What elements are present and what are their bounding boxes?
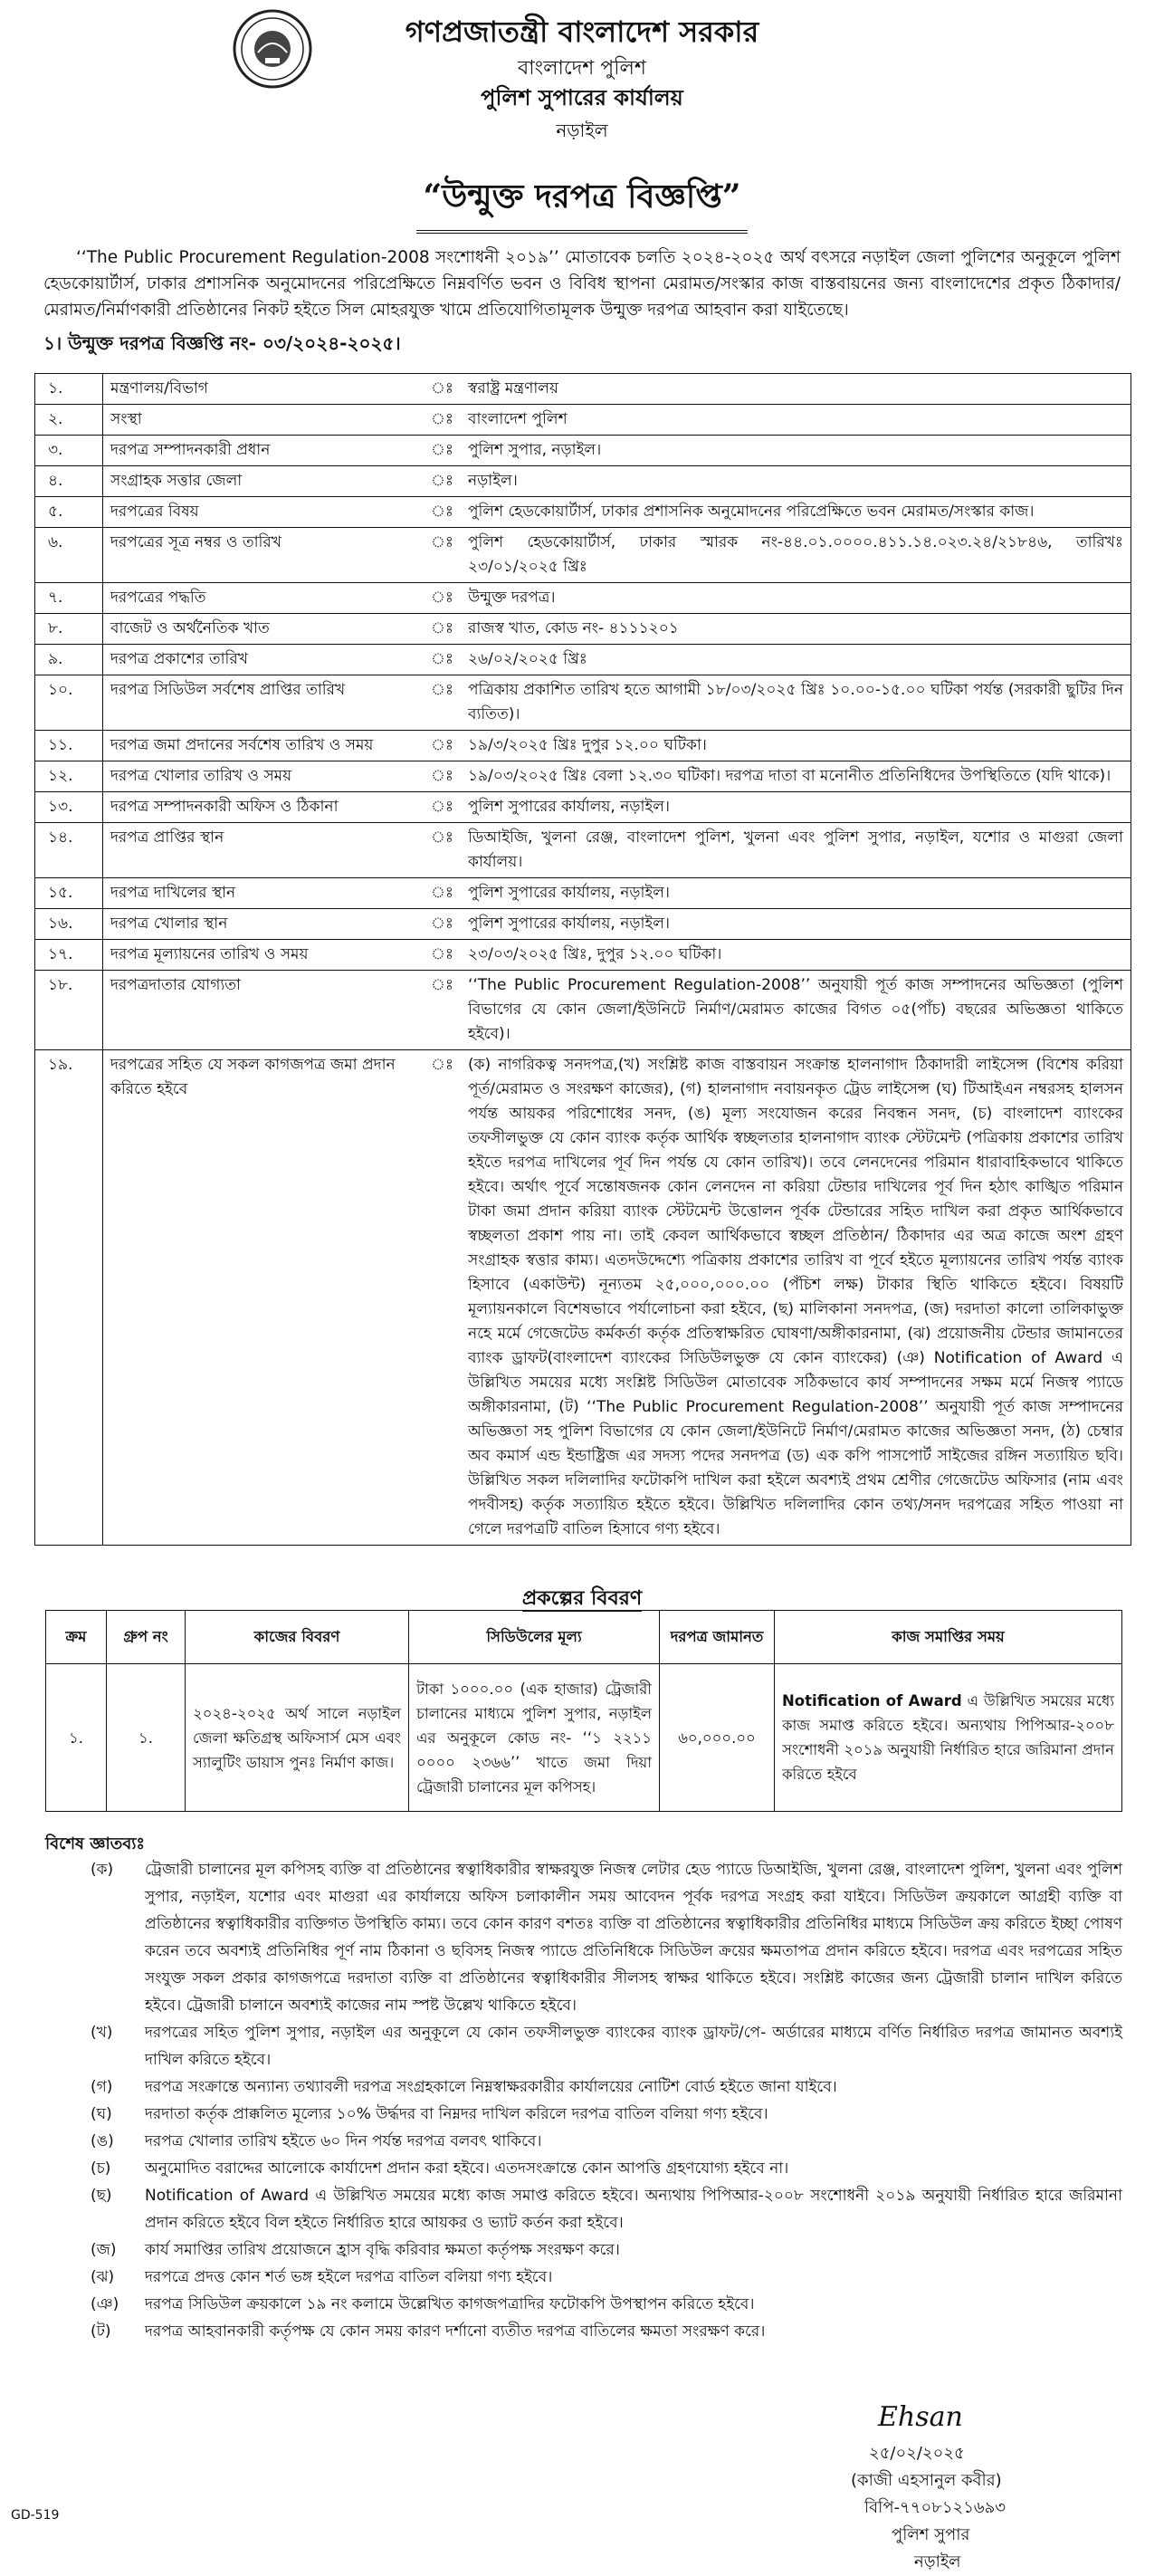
note-label: (ঘ)	[91, 2105, 112, 2123]
list-item	[45, 2318, 1122, 2345]
row-label: দরপত্র সিডিউল সর্বশেষ প্রাপ্তির তারিখ	[103, 675, 425, 731]
info-table	[34, 373, 1131, 1546]
row-value: পুলিশ সুপার, নড়াইল।	[461, 436, 1131, 466]
row-label: দরপত্র মূল্যায়নের তারিখ ও সময়	[103, 940, 425, 971]
note-text: দরপত্রে প্রদত্ত কোন শর্ত ভঙ্গ হইলে দরপত্র বাতিল বলিয়া গণ্য হইবে।	[145, 2268, 553, 2286]
completion-text: এ উল্লিখিত সময়ের মধ্যে কাজ সমাপ্ত করিতে হইবে। অন্যথায় পিপিআর-২০০৮ সংশোধনী ২০১৯ অনুযায়ী নির্ধারিত হারে জরিমানা প্রদান করিতে হইবে	[782, 1692, 1114, 1783]
table-row	[35, 374, 1131, 405]
row-colon: ঃ	[424, 731, 461, 761]
row-number: ১৯.	[35, 1050, 103, 1546]
table-row	[35, 1050, 1131, 1546]
row-label: দরপত্র সম্পাদনকারী অফিস ও ঠিকানা	[103, 792, 425, 823]
row-label: সংস্থা	[103, 405, 425, 436]
row-colon: ঃ	[424, 614, 461, 645]
table-row	[35, 909, 1131, 940]
row-number: ২.	[35, 405, 103, 436]
row-number: ১.	[35, 374, 103, 405]
header-cell: দরপত্র জামানত	[660, 1611, 775, 1664]
row-label: দরপত্র জমা প্রদানের সর্বশেষ তারিখ ও সময়	[103, 731, 425, 761]
note-text: অনুমোদিত বরাদ্দের আলোকে কার্যাদেশ প্রদান করা হইবে। এতদসংক্রান্তে কোন আপত্তি গ্রহণযোগ্য হইবে না।	[145, 2159, 789, 2178]
list-item	[45, 2291, 1122, 2318]
office-title: পুলিশ সুপারের কার্যালয়	[481, 85, 683, 110]
table-row	[35, 823, 1131, 878]
header-cell: কাজ সমাপ্তির সময়	[775, 1611, 1122, 1664]
list-item	[45, 2264, 1122, 2291]
note-text: দরপত্র সিডিউল ক্রয়কালে ১৯ নং কলামে উল্লেখিত কাগজপত্রাদির ফটোকপি উপস্থাপন করিতে হইবে।	[145, 2295, 755, 2313]
list-item	[45, 2128, 1122, 2155]
row-colon: ঃ	[424, 675, 461, 731]
row-label: দরপত্র খোলার স্থান	[103, 909, 425, 940]
note-label: (ঞ)	[91, 2295, 119, 2313]
note-label: (চ)	[91, 2159, 111, 2178]
table-row	[35, 497, 1131, 528]
notification-of-award-text: Notification of Award	[782, 1692, 962, 1709]
row-value: ১৯/৩/২০২৫ খ্রিঃ দুপুর ১২.০০ ঘটিকা।	[461, 731, 1131, 761]
header-cell: ক্রম	[46, 1611, 107, 1664]
row-label: দরপত্রদাতার যোগ্যতা	[103, 971, 425, 1050]
row-label: দরপত্রের সূত্র নম্বর ও তারিখ	[103, 528, 425, 583]
note-label: (ছ)	[91, 2187, 112, 2205]
signature-date: ২৫/০২/২০২৫	[869, 2444, 965, 2463]
row-colon: ঃ	[424, 761, 461, 792]
row-value: পুলিশ সুপারের কার্যালয়, নড়াইল।	[461, 909, 1131, 940]
table-row	[35, 731, 1131, 761]
list-item	[45, 2236, 1122, 2264]
table-row	[35, 645, 1131, 675]
table-row	[35, 792, 1131, 823]
header-cell: গ্রুপ নং	[107, 1611, 186, 1664]
row-colon: ঃ	[424, 792, 461, 823]
row-value: স্বরাষ্ট্র মন্ত্রণালয়	[461, 374, 1131, 405]
row-value: ‘‘The Public Procurement Regulation-2008’’ অনুযায়ী পূর্ত কাজ সম্পাদনের অভিজ্ঞতা (পুলিশ বিভাগের যে কোন জেলা/ইউনিটে নির্মাণ/মেরামত কাজের বিগত ০৫(পাঁচ) বছরের অভিজ্ঞতা থাকিতে হইবে)।	[461, 971, 1131, 1050]
note-label: (ঙ)	[91, 2132, 114, 2150]
list-item	[45, 2019, 1122, 2073]
table-row	[35, 466, 1131, 497]
notice-number: ১। উন্মুক্ত দরপত্র বিজ্ঞপ্তি নং- ০৩/২০২৪-২০২৫।	[43, 332, 401, 354]
row-label: সংগ্রাহক সত্তার জেলা	[103, 466, 425, 497]
list-item	[45, 2101, 1122, 2128]
security-cell: ৬০,০০০.০০	[660, 1664, 775, 1812]
row-value: নড়াইল।	[461, 466, 1131, 497]
table-row	[35, 528, 1131, 583]
row-number: ৮.	[35, 614, 103, 645]
row-label: দরপত্র দাখিলের স্থান	[103, 878, 425, 909]
row-colon: ঃ	[424, 1050, 461, 1546]
note-label: (ক)	[91, 1861, 114, 1879]
row-label: দরপত্র সম্পাদনকারী প্রধান	[103, 436, 425, 466]
row-number: ৪.	[35, 466, 103, 497]
signatory-name: (কাজী এহসানুল কবীর)	[851, 2471, 1002, 2490]
list-item	[45, 2155, 1122, 2182]
list-item	[45, 2073, 1122, 2101]
note-label: (খ)	[91, 2024, 113, 2042]
notes-title: বিশেষ জ্ঞাতব্যঃ	[45, 1834, 146, 1853]
row-colon: ঃ	[424, 374, 461, 405]
row-number: ৭.	[35, 583, 103, 614]
row-number: ৬.	[35, 528, 103, 583]
signatory-designation: পুলিশ সুপার	[892, 2525, 970, 2544]
note-label: (ঝ)	[91, 2268, 115, 2286]
note-text: দরপত্র সংক্রান্তে অন্যান্য তথ্যাবলী দরপত্র সংগ্রহকালে নিম্নস্বাক্ষরকারীর কার্যালয়ের নোটিশ বোর্ড হইতে জানা যাইবে।	[145, 2078, 837, 2096]
note-text: কার্য সমাপ্তির তারিখ প্রয়োজনে হ্রাস বৃদ্ধি করিবার ক্ষমতা কর্তৃপক্ষ সংরক্ষণ করে।	[145, 2241, 620, 2259]
notes-list	[45, 1856, 1122, 2345]
schedule-price-cell: টাকা ১০০০.০০ (এক হাজার) ট্রেজারী চালানের মাধ্যমে পুলিশ সুপার, নড়াইল এর অনুকূলে কোড নং- ‘‘১ ২২১১ ০০০০ ২৩৬৬’’ খাতে জমা দিয়া ট্রেজারী চালানের মূল কপিসহ।	[409, 1664, 660, 1812]
row-number: ১৬.	[35, 909, 103, 940]
row-value: পুলিশ সুপারের কার্যালয়, নড়াইল।	[461, 792, 1131, 823]
table-row	[35, 971, 1131, 1050]
row-label: দরপত্রের বিষয়	[103, 497, 425, 528]
note-label: (গ)	[91, 2078, 113, 2096]
row-colon: ঃ	[424, 583, 461, 614]
note-label: (ট)	[91, 2322, 111, 2341]
table-row	[35, 878, 1131, 909]
row-number: ১৩.	[35, 792, 103, 823]
list-item	[45, 1856, 1122, 2019]
row-value: পুলিশ হেডকোয়ার্টার্স, ঢাকার স্মারক নং-৪৪.০১.০০০০.৪১১.১৪.০২৩.২৪/২১৮৪৬, তারিখঃ ২৩/০১/২০২৫ খ্রিঃ	[461, 528, 1131, 583]
header-cell: সিডিউলের মূল্য	[409, 1611, 660, 1664]
row-label: মন্ত্রণালয়/বিভাগ	[103, 374, 425, 405]
table-row	[35, 436, 1131, 466]
row-colon: ঃ	[424, 940, 461, 971]
row-colon: ঃ	[424, 466, 461, 497]
group-cell: ১.	[107, 1664, 186, 1812]
table-row	[46, 1664, 1122, 1812]
row-colon: ঃ	[424, 823, 461, 878]
row-number: ৫.	[35, 497, 103, 528]
header-cell: কাজের বিবরণ	[186, 1611, 409, 1664]
row-value: উন্মুক্ত দরপত্র।	[461, 583, 1131, 614]
row-value: বাংলাদেশ পুলিশ	[461, 405, 1131, 436]
row-label: দরপত্রের পদ্ধতি	[103, 583, 425, 614]
row-value: ১৯/০৩/২০২৫ খ্রিঃ বেলা ১২.৩০ ঘটিকা। দরপত্র দাতা বা মনোনীত প্রতিনিধিদের উপস্থিতিতে (যদি থাকে)।	[461, 761, 1131, 792]
police-title: বাংলাদেশ পুলিশ	[518, 57, 646, 80]
description-cell: ২০২৪-২০২৫ অর্থ সালে নড়াইল জেলা ক্ষতিগ্রস্থ অফিসার্স মেস এবং স্যালুটিং ডায়াস পুনঃ নির্মাণ কাজ।	[186, 1664, 409, 1812]
row-label: বাজেট ও অর্থনৈতিক খাত	[103, 614, 425, 645]
row-number: ১৭.	[35, 940, 103, 971]
intro-paragraph: ‘‘The Public Procurement Regulation-2008 সংশোধনী ২০১৯’’ মোতাবেক চলতি ২০২৪-২০২৫ অর্থ বৎসরে নড়াইল জেলা পুলিশের অনুকূলে পুলিশ হেডকোয়ার্টার্স, ঢাকার প্রশাসনিক অনুমোদনের পরিপ্রেক্ষিতে নিম্নবর্ণিত ভবন ও বিবিধ স্থাপনা মেরামত/সংস্কার কাজ বাস্তবায়নের জন্য বাংলাদেশের প্রকৃত ঠিকাদার/মেরামত/নির্মাণকারী প্রতিষ্ঠানের নিকট হইতে সিল মোহরযুক্ত খামে প্রতিযোগিতামূলক উন্মুক্ত দরপত্র আহবান করা যাইতেছে।	[43, 248, 1121, 320]
notice-title: “উন্মুক্ত দরপত্র বিজ্ঞপ্তি”	[416, 172, 748, 234]
row-number: ১২.	[35, 761, 103, 792]
row-colon: ঃ	[424, 909, 461, 940]
table-row	[35, 614, 1131, 645]
row-colon: ঃ	[424, 436, 461, 466]
row-label: দরপত্র প্রাপ্তির স্থান	[103, 823, 425, 878]
signature-mark: Ehsan	[878, 2401, 963, 2433]
table-row	[35, 583, 1131, 614]
table-row	[35, 940, 1131, 971]
row-label: দরপত্রের সহিত যে সকল কাগজপত্র জমা প্রদান করিতে হইবে	[103, 1050, 425, 1546]
row-value: ২৩/০৩/২০২৫ খ্রিঃ, দুপুর ১২.০০ ঘটিকা।	[461, 940, 1131, 971]
note-text: দরদাতা কর্তৃক প্রাক্কলিত মূল্যের ১০% উর্দ্ধদর বা নিম্নদর দাখিল করিলে দরপত্র বাতিল বলিয়া গণ্য হইবে।	[145, 2105, 768, 2123]
row-value: রাজস্ব খাত, কোড নং- ৪১১১২০১	[461, 614, 1131, 645]
table-row	[35, 405, 1131, 436]
row-number: ১৪.	[35, 823, 103, 878]
note-text: দরপত্র আহবানকারী কর্তৃপক্ষ যে কোন সময় কারণ দর্শানো ব্যতীত দরপত্র বাতিলের ক্ষমতা সংরক্ষণ করে।	[145, 2322, 766, 2341]
row-value: পত্রিকায় প্রকাশিত তারিখ হতে আগামী ১৮/০৩/২০২৫ খ্রিঃ ১০.০০-১৫.০০ ঘটিকা পর্যন্ত (সরকারী ছুটির দিন ব্যতিত)।	[461, 675, 1131, 731]
row-value: ডিআইজি, খুলনা রেঞ্জ, বাংলাদেশ পুলিশ, খুলনা এবং পুলিশ সুপার, নড়াইল, যশোর ও মাগুরা জেলা কার্যালয়।	[461, 823, 1131, 878]
row-number: ১০.	[35, 675, 103, 731]
row-colon: ঃ	[424, 645, 461, 675]
list-item	[45, 2182, 1122, 2236]
row-colon: ঃ	[424, 971, 461, 1050]
signatory-district: নড়াইল	[914, 2552, 961, 2571]
note-label: (জ)	[91, 2241, 117, 2259]
project-table	[45, 1610, 1122, 1812]
row-number: ৯.	[35, 645, 103, 675]
row-label: দরপত্র খোলার তারিখ ও সময়	[103, 761, 425, 792]
signatory-bp: বিপি-৭৭০৮১২১৬৯৩	[864, 2498, 1006, 2517]
completion-cell	[775, 1664, 1122, 1812]
row-number: ১৫.	[35, 878, 103, 909]
row-value: (ক) নাগরিকত্ব সনদপত্র,(খ) সংশ্লিষ্ট কাজ বাস্তবায়ন সংক্রান্ত হালনাগাদ ঠিকাদারী লাইসেন্স (বিশেষ করিয়া পূর্ত/মেরামত ও সংরক্ষণ কাজের), (গ) হালনাগাদ নবায়নকৃত ট্রেড লাইসেন্স (ঘ) টিআইএন নম্বরসহ হালসন পর্যন্ত আয়কর পরিশোধের সনদ, (ঙ) মূল্য সংযোজন করের নিবন্ধন সনদ, (চ) বাংলাদেশ ব্যাংকের তফসীলভুক্ত যে কোন ব্যাংক কর্তৃক আর্থিক স্বচ্ছলতার হালনাগাদ ব্যাংক স্টেটমেন্ট (পত্রিকায় প্রকাশের তারিখ হইতে দরপত্র দাখিলের পূর্ব দিন পর্যন্ত যে কোন তারিখ)। তবে লেনদেনের পরিমান ধারাবাহিকভাবে থাকিতে হইবে। অর্থাৎ পূর্বে সন্তোষজনক কোন লেনদেন না করিয়া টেন্ডার দাখিলের পূর্ব দিন হঠাৎ কাঙ্খিত পরিমান টাকা জমা প্রদান করিয়া ব্যাংক স্টেটমেন্ট উত্তোলন পূর্বক টেন্ডারের সহিত দাখিল করা প্রকৃত আর্থিকভাবে স্বচ্ছলতা প্রকাশ পায় না। তাই কেবল আর্থিকভাবে স্বচ্ছল প্রতিষ্ঠান/ ঠিকাদার এর অত্র কাজে অংশ গ্রহণ সংগ্রাহক স্বত্তার কাম্য। এতদউদ্দেশ্যে পত্রিকায় প্রকাশের তারিখ বা পূর্বে হইতে মূল্যায়নের তারিখ পর্যন্ত ব্যাংক হিসাবে (একাউন্ট) নূন্যতম ২৫,০০০,০০০.০০ (পঁচিশ লক্ষ) টাকার স্থিতি থাকিতে হইবে। বিষয়টি মূল্যায়নকালে বিশেষভাবে পর্যালোচনা করা হইবে, (ছ) মালিকানা সনদপত্র, (জ) দরদাতা কালো তালিকাভুক্ত নহে মর্মে গেজেটেড কর্মকর্তা কর্তৃক প্রতিস্বাক্ষরিত ঘোষণা/অঙ্গীকারনামা, (ঝ) প্রয়োজনীয় টেন্ডার জামানতের ব্যাংক ড্রাফট(বাংলাদেশ ব্যাংকের সিডিউলভুক্ত যে কোন ব্যাংকের) (ঞ) Notification of Award এ উল্লিখিত সময়ের মধ্যে সংশ্লিষ্ট সিডিউল মোতাবেক সঠিকভাবে কার্য সম্পাদনের সক্ষম মর্মে নিজস্ব প্যাডে অঙ্গীকারনামা, (ট) ‘‘The Public Procurement Regulation-2008’’ অনুযায়ী পূর্ত কাজ সম্পাদনের অভিজ্ঞতা সহ পুলিশ বিভাগের যে কোন জেলা/ইউনিটে নির্মাণ/মেরামত কাজের অভিজ্ঞতা সনদ, (ঠ) চেম্বার অব কমার্স এন্ড ইন্ডাষ্ট্রিজ এর সদস্য পদের সনদপত্র (ড) এক কপি পাসপোর্ট সাইজের রঙ্গিন সত্যায়িত ছবি। উল্লিখিত সকল দলিলাদির ফটোকপি দাখিল করা হইলে অবশ্যই প্রথম শ্রেণীর গেজেটেড অফিসার (নাম এবং পদবীসহ) কর্তৃক সত্যায়িত হইতে হইবে। উল্লিখিত দলিলাদির কোন তথ্য/সনদ দরপত্রের সহিত পাওয়া না গেলে দরপত্রটি বাতিল হিসাবে গণ্য হইবে।	[461, 1050, 1131, 1546]
table-row	[35, 675, 1131, 731]
signature-block	[815, 2401, 1113, 2576]
govt-title: গণপ্রজাতন্ত্রী বাংলাদেশ সরকার	[405, 14, 759, 49]
row-colon: ঃ	[424, 878, 461, 909]
row-number: ১৮.	[35, 971, 103, 1050]
project-header-row	[46, 1611, 1122, 1664]
district-title: নড়াইল	[556, 120, 608, 141]
row-number: ৩.	[35, 436, 103, 466]
row-label: দরপত্র প্রকাশের তারিখ	[103, 645, 425, 675]
row-colon: ঃ	[424, 528, 461, 583]
row-value: পুলিশ হেডকোয়ার্টার্স, ঢাকার প্রশাসনিক অনুমোদনের পরিপ্রেক্ষিতে ভবন মেরামত/সংস্কার কাজ।	[461, 497, 1131, 528]
row-colon: ঃ	[424, 405, 461, 436]
row-value: পুলিশ সুপারের কার্যালয়, নড়াইল।	[461, 878, 1131, 909]
note-text: দরপত্র খোলার তারিখ হইতে ৬০ দিন পর্যন্ত দরপত্র বলবৎ থাকিবে।	[145, 2132, 542, 2150]
row-colon: ঃ	[424, 497, 461, 528]
note-text: দরপত্রের সহিত পুলিশ সুপার, নড়াইল এর অনুকূলে যে কোন তফসীলভুক্ত ব্যাংকের ব্যাংক ড্রাফট/পে- অর্ডারের মাধ্যমে বর্ণিত নির্ধারিত দরপত্র জামানত অবশ্যই দাখিল করিতে হইবে।	[145, 2024, 1122, 2069]
note-text: ট্রেজারী চালানের মূল কপিসহ ব্যক্তি বা প্রতিষ্ঠানের স্বত্বাধিকারীর স্বাক্ষরযুক্ত নিজস্ব লেটার হেড প্যাডে ডিআইজি, খুলনা রেঞ্জ, বাংলাদেশ পুলিশ, খুলনা এবং পুলিশ সুপার, নড়াইল, যশোর এবং মাগুরা এর কার্যালয়ে অফিস চলাকালীন সময় আবেদন পূর্বক দরপত্র সংগ্রহ করা যাইবে। সিডিউল ক্রয়কালে আগ্রহী ব্যক্তি বা প্রতিষ্ঠানের স্বত্বাধিকারীর ব্যক্তিগত উপস্থিতি কাম্য। তবে কোন কারণ বশতঃ ব্যক্তি বা প্রতিষ্ঠানের স্বত্বাধিকারীর প্রতিনিধির মাধ্যমে সিডিউল ক্রয় করিতে ইচ্ছা পোষণ করেন তবে অবশ্যই প্রতিনিধির পূর্ণ নাম ঠিকানা ও ছবিসহ নিজস্ব প্যাডে প্রতিনিধিকে সিডিউল ক্রয়ের ক্ষমতাপত্র প্রদান করিতে হইবে। দরপত্র এবং দরপত্রের সহিত সংযুক্ত সকল প্রকার কাগজপত্রে দরদাতা ব্যক্তি বা প্রতিষ্ঠানের স্বত্বাধিকারীর সীলসহ স্বাক্ষর থাকিতে হইবে। সংশ্লিষ্ট কাজের জন্য ট্রেজারী চালান দাখিল করিতে হইবে। ট্রেজারী চালানে অবশ্যই কাজের নাম স্পষ্ট উল্লেখ থাকিতে হইবে।	[145, 1861, 1122, 2015]
row-number: ১১.	[35, 731, 103, 761]
row-value: ২৬/০২/২০২৫ খ্রিঃ	[461, 645, 1131, 675]
project-title-text: প্রকল্পের বিবরণ	[521, 1587, 643, 1610]
footer-code: GD-519	[11, 2508, 60, 2523]
note-text: Notification of Award এ উল্লিখিত সময়ের মধ্যে কাজ সমাপ্ত করিতে হইবে। অন্যথায় পিপিআর-২০০৮ সংশোধনী ২০১৯ অনুযায়ী নির্ধারিত হারে জরিমানা প্রদান করিতে হইবে বিল হইতে নির্ধারিত হারে আয়কর ও ভ্যাট কর্তন করা হইবে।	[145, 2187, 1122, 2232]
serial-cell: ১.	[46, 1664, 107, 1812]
table-row	[35, 761, 1131, 792]
